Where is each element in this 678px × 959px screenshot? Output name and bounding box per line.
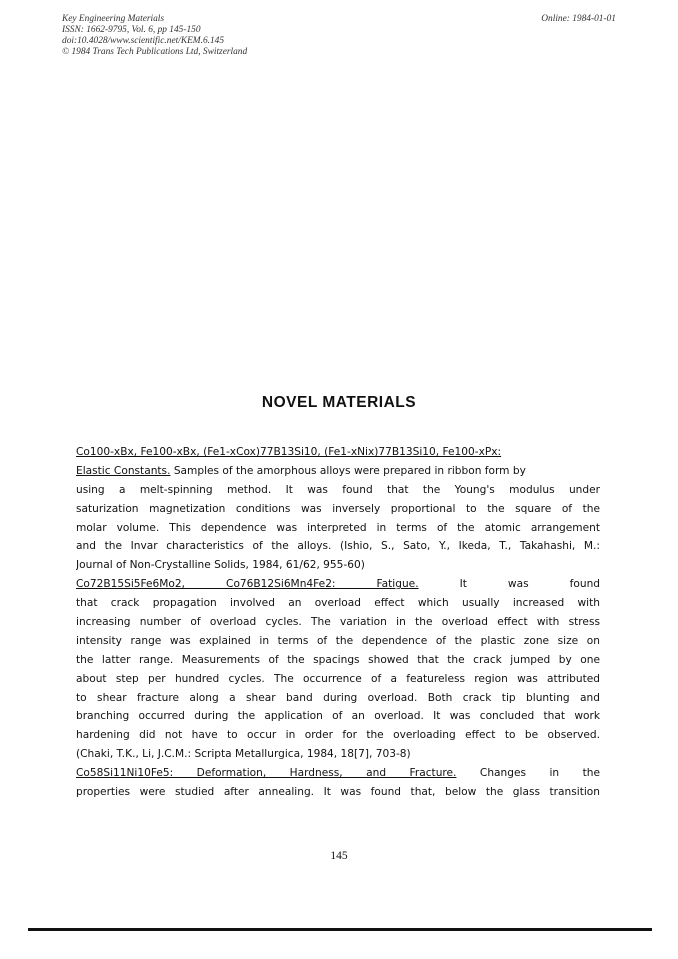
footer-rule xyxy=(28,928,652,931)
abstract-2-line-5: the latter range. Measurements of the spacings showed that the crack jumped by one xyxy=(76,653,600,666)
abstract-2-line-7: to shear fracture along a shear band during overload. Both crack tip blunting and xyxy=(76,691,600,704)
abstract-3-line-1 xyxy=(76,764,600,783)
abstract-1-title: Elastic Constants. xyxy=(76,464,171,477)
online-date: Online: 1984-01-01 xyxy=(541,14,616,24)
abstract-1-line-2: using a melt-spinning method. It was found that the Young's modulus under xyxy=(76,483,600,496)
abstract-1-line-1 xyxy=(76,462,600,481)
abstract-2-first-words: It was found xyxy=(459,578,600,591)
abstract-1-composition-text: Co100-xBx, Fe100-xBx, (Fe1-xCox)77B13Si10, (Fe1-xNix)77B13Si10, Fe100-xPx: xyxy=(76,446,502,458)
abstract-3-first-words: Changes in the xyxy=(479,767,600,780)
abstract-2-line-2: that crack propagation involved an overload effect which usually increased with xyxy=(76,597,600,610)
journal-header xyxy=(62,14,247,58)
abstract-2-line-1 xyxy=(76,575,600,594)
abstract-1-line-5: and the Invar characteristics of the alloys. (Ishio, S., Sato, Y., Ikeda, T., Takahashi, M.: xyxy=(76,540,600,553)
abstract-1-line-6: Journal of Non-Crystalline Solids, 1984, 61/62, 955-60) xyxy=(76,559,365,572)
abstract-1-line-3: saturization magnetization conditions was inversely proportional to the square of the xyxy=(76,502,600,515)
abstract-3-line-2: properties were studied after annealing. It was found that, below the glass transition xyxy=(76,786,600,799)
abstract-2-title: Co72B15Si5Fe6Mo2, Co76B12Si6Mn4Fe2: Fatigue. xyxy=(76,578,419,591)
abstract-2-line-3: increasing number of overload cycles. The variation in the overload effect with stress xyxy=(76,616,600,629)
abstract-1-compositions xyxy=(76,443,600,462)
journal-name: Key Engineering Materials xyxy=(62,14,165,24)
abstract-2-line-10: (Chaki, T.K., Li, J.C.M.: Scripta Metallurgica, 1984, 18[7], 703-8) xyxy=(76,748,411,761)
page-number: 145 xyxy=(330,850,348,862)
abstract-1-text: Samples of the amorphous alloys were prepared in ribbon form by xyxy=(170,464,526,477)
abstract-1-line-4: molar volume. This dependence was interpreted in terms of the atomic arrangement xyxy=(76,521,600,534)
abstract-2-line-4: intensity range was explained in terms of the dependence of the plastic zone size on xyxy=(76,634,600,647)
journal-issn: ISSN: 1662-9795, Vol. 6, pp 145-150 xyxy=(62,25,201,35)
abstracts-body xyxy=(76,443,600,802)
abstract-2-line-9: hardening did not have to occur in order for the overloading effect to be observed. xyxy=(76,729,600,742)
abstract-2-line-6: about step per hundred cycles. The occurrence of a featureless region was attributed xyxy=(76,672,600,685)
abstract-2-line-8: branching occurred during the application of an overload. It was concluded that work xyxy=(76,710,600,723)
section-title: NOVEL MATERIALS xyxy=(261,394,417,411)
abstract-3-title: Co58Si11Ni10Fe5: Deformation, Hardness, and Fracture. xyxy=(76,767,457,780)
journal-copyright: © 1984 Trans Tech Publications Ltd, Switzerland xyxy=(62,47,248,57)
journal-doi: doi:10.4028/www.scientific.net/KEM.6.145 xyxy=(62,36,225,46)
